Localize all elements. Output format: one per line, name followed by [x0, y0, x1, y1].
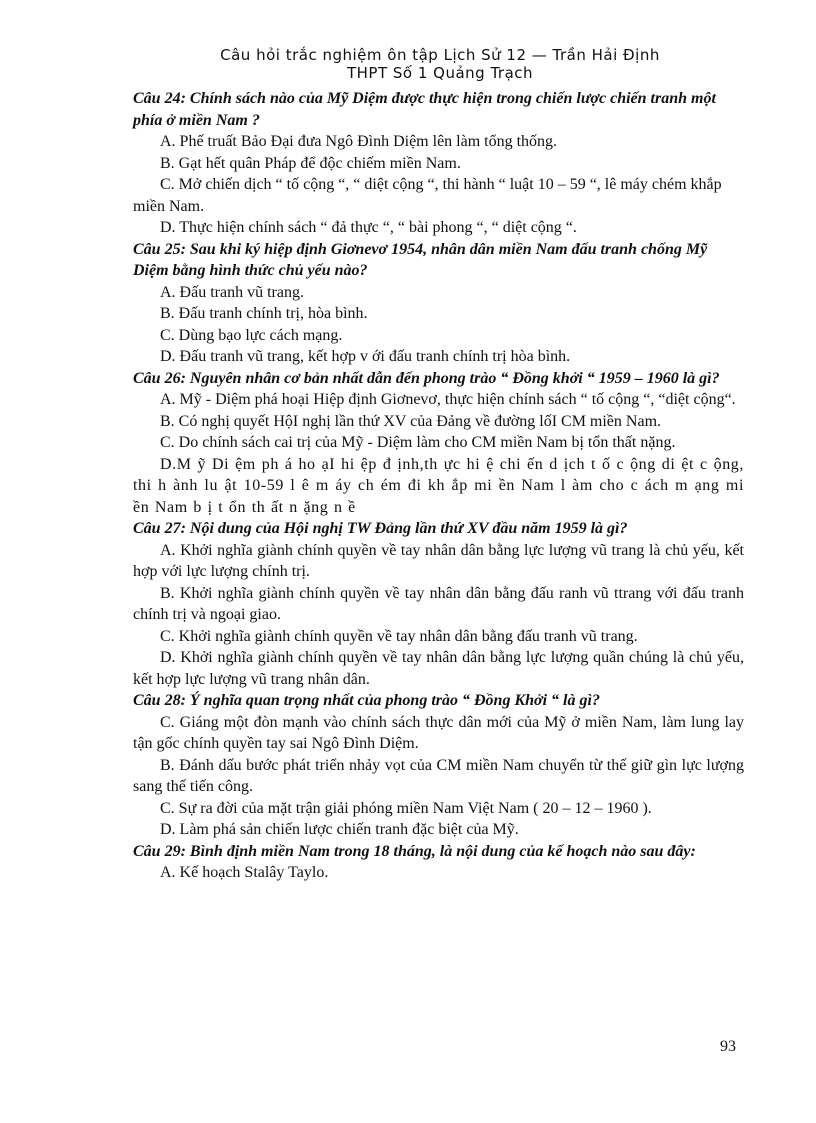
q25-option-a: A. Đấu tranh vũ trang. [160, 283, 304, 301]
q24-option-a: A. Phế truất Bảo Đại đưa Ngô Đình Diệm lên làm tổng thống. [160, 133, 558, 150]
q28-option-d: D. Làm phá sản chiến lược chiến tranh đặc biệt của Mỹ. [160, 821, 519, 838]
q29-option-a: A. Kế hoạch Stalây Taylo. [160, 864, 329, 881]
q26-option-b: B. Có nghị quyết HộI nghị lần thứ XV của Đảng về đường lốI CM miền Nam. [160, 412, 662, 430]
q28-option-c-second: C. Sự ra đời của mặt trận giải phóng miền Nam Việt Nam ( 20 – 12 – 1960 ). [160, 799, 652, 817]
q25-option-d: D. Đấu tranh vũ trang, kết hợp v ới đấu tranh chính trị hòa bình. [160, 348, 571, 365]
q26-option-d: D.M ỹ Di ệm ph á ho ạI hi ệp đ ịnh,th ực hi ệ chi ến d ịch t ố c ộng di ệt c ộng, thi h ành lu ật 10-59 l ê m áy ch ém đi kh ắp mi ền Nam l àm cho c ách m ạng mi ền Nam b ị t ổn th ất n ặng n ề [133, 455, 744, 516]
page-number: 93 [720, 1038, 736, 1055]
q27-option-a: A. Khởi nghĩa giành chính quyền về tay nhân dân bằng lực lượng vũ trang là chủ yếu, kết hợp với lực lượng chính trị. [133, 541, 744, 580]
q24-option-b: B. Gạt hết quân Pháp để độc chiếm miền Nam. [160, 154, 461, 172]
q25-option-c: C. Dùng bạo lực cách mạng. [160, 326, 343, 344]
q26-option-c: C. Do chính sách cai trị của Mỹ - Diệm làm cho CM miền Nam bị tổn thất nặng. [160, 434, 676, 451]
q26-option-a: A. Mỹ - Diệm phá hoại Hiệp định Giơnevơ, thực hiện chính sách “ tố cộng “, “diệt cộng“. [160, 391, 736, 408]
q27-option-b: B. Khởi nghĩa giành chính quyền về tay nhân dân bằng đấu ranh vũ ttrang với đấu tranh chính trị và ngoại giao. [133, 584, 744, 623]
question-24: Câu 24: Chính sách nào của Mỹ Diệm được thực hiện trong chiến lược chiến tranh một phía ở miền Nam ? [133, 90, 716, 129]
q28-option-c: C. Giáng một đòn mạnh vào chính sách thực dân mới của Mỹ ở miền Nam, làm lung lay tận gốc chính quyền tay sai Ngô Đình Diệm. [133, 713, 744, 752]
question-27: Câu 27: Nội dung của Hội nghị TW Đảng lần thứ XV đầu năm 1959 là gì? [133, 520, 628, 537]
header-title: Câu hỏi trắc nghiệm ôn tập Lịch Sử 12 — Trần Hải Định [220, 46, 660, 64]
q24-option-c: C. Mở chiến dịch “ tố cộng “, “ diệt cộng “, thi hành “ luật 10 – 59 “, lê máy chém khắp [160, 176, 722, 193]
q25-option-b: B. Đấu tranh chính trị, hòa bình. [160, 305, 368, 322]
question-list [133, 88, 744, 884]
q27-option-d: D. Khởi nghĩa giành chính quyền về tay nhân dân bằng lực lượng quần chúng là chủ yếu, kết hợp lực lượng vũ trang nhân dân. [133, 649, 744, 688]
question-26: Câu 26: Nguyên nhân cơ bản nhất dẫn đến phong trào “ Đồng khởi “ 1959 – 1960 là gì? [133, 369, 720, 387]
q24-option-d: D. Thực hiện chính sách “ đả thực “, “ bài phong “, “ diệt cộng “. [160, 219, 577, 236]
q27-option-c: C. Khởi nghĩa giành chính quyền về tay nhân dân bằng đấu tranh vũ trang. [160, 627, 638, 645]
q24-option-c-continued: miền Nam. [133, 197, 205, 215]
q28-option-b: B. Đánh dấu bước phát triển nhảy vọt của CM miền Nam chuyển từ thế giữ gìn lực lượng sang thế tiến công. [133, 756, 744, 795]
question-29: Câu 29: Bình định miền Nam trong 18 tháng, là nội dung của kế hoạch nào sau đây: [133, 842, 696, 860]
question-28: Câu 28: Ý nghĩa quan trọng nhất của phong trào “ Đồng Khởi “ là gì? [133, 692, 600, 709]
header-school: THPT Số 1 Quảng Trạch [346, 64, 534, 82]
question-25: Câu 25: Sau khi ký hiệp định Giơnevơ 1954, nhân dân miền Nam đấu tranh chống Mỹ Diệm bằng hình thức chủ yếu nào? [133, 240, 708, 279]
page-header [130, 46, 750, 82]
